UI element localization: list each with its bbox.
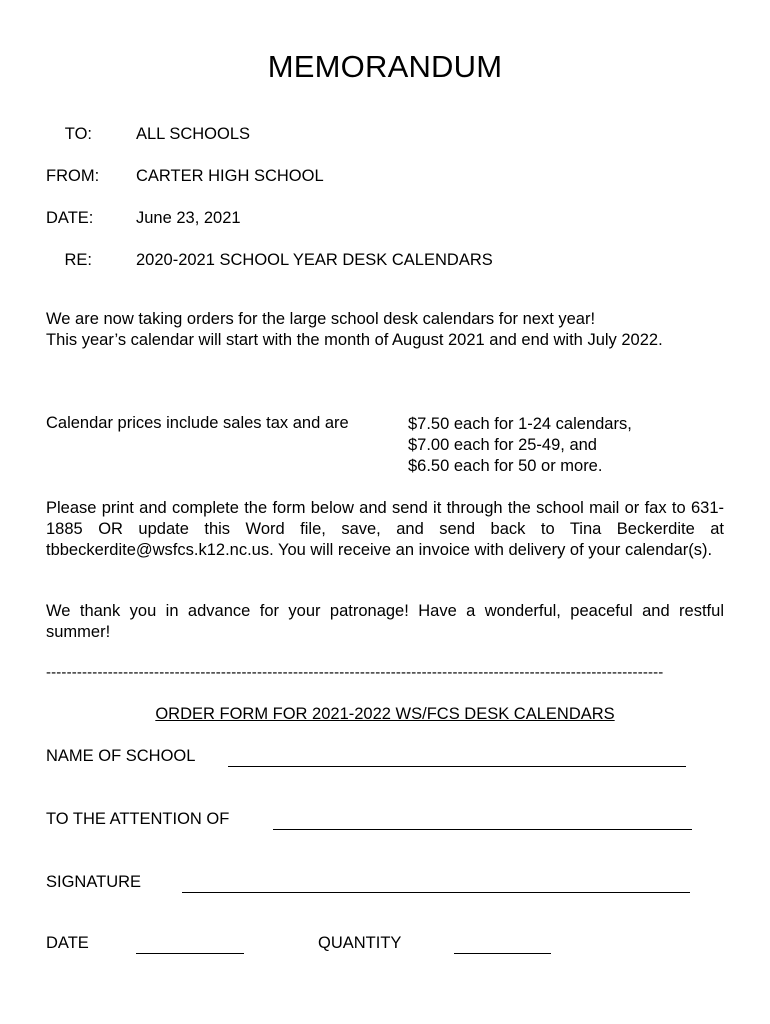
re-label: RE:: [64, 251, 92, 269]
thanks-paragraph: We thank you in advance for your patronage! Have a wonderful, peaceful and restful summer!: [46, 602, 724, 641]
price-tier-2: $7.00 each for 25-49, and: [408, 436, 597, 454]
order-date-label: DATE: [46, 934, 89, 952]
signature-field[interactable]: [182, 892, 690, 893]
school-name-label: NAME OF SCHOOL: [46, 747, 196, 765]
intro-line-2: This year’s calendar will start with the month of August 2021 and end with July 2022.: [46, 331, 663, 349]
from-value: CARTER HIGH SCHOOL: [136, 167, 324, 185]
date-value: June 23, 2021: [136, 209, 241, 227]
to-value: ALL SCHOOLS: [136, 125, 251, 143]
attention-field[interactable]: [273, 829, 692, 830]
order-form-title: ORDER FORM FOR 2021-2022 WS/FCS DESK CALENDARS: [155, 705, 615, 723]
instructions-paragraph: Please print and complete the form below and send it through the school mail or fax to 631-1885 OR update this Word file, save, and send back to Tina Beckerdite at tbbeckerdite@wsfcs.k12.nc.us. You will receive an invoice with delivery of your calendar(s).: [46, 499, 724, 559]
quantity-field[interactable]: [454, 953, 551, 954]
price-tier-3: $6.50 each for 50 or more.: [408, 457, 603, 475]
cut-line-separator: ------------------------------------------------------------------------------------------------------------------------: [46, 664, 664, 681]
quantity-label: QUANTITY: [318, 934, 402, 952]
attention-label: TO THE ATTENTION OF: [46, 810, 230, 828]
order-date-field[interactable]: [136, 953, 244, 954]
memo-title: MEMORANDUM: [267, 49, 503, 84]
intro-line-1: We are now taking orders for the large school desk calendars for next year!: [46, 310, 596, 328]
price-tier-1: $7.50 each for 1-24 calendars,: [408, 415, 632, 433]
signature-label: SIGNATURE: [46, 873, 142, 891]
to-label: TO:: [64, 125, 92, 143]
prices-intro: Calendar prices include sales tax and are: [46, 414, 349, 432]
from-label: FROM:: [46, 167, 100, 185]
date-label: DATE:: [46, 209, 94, 227]
school-name-field[interactable]: [228, 766, 686, 767]
re-value: 2020-2021 SCHOOL YEAR DESK CALENDARS: [136, 251, 493, 269]
